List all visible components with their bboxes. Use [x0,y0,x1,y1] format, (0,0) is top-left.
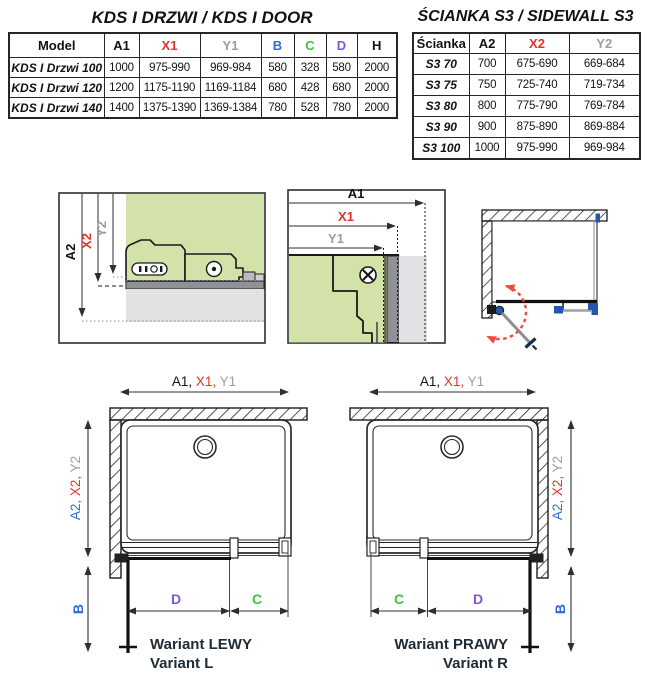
corner-bracket [588,303,598,315]
value-cell: 580 [326,58,357,78]
value-cell: 680 [326,78,357,98]
variant-caption [150,636,252,672]
column-header: X1 [139,33,200,58]
value-cell: 975-990 [505,138,569,160]
sidewall-table-body [413,54,640,160]
value-cell: 800 [469,96,505,117]
column-header: Model [9,33,104,58]
sidewall-section-drawing [36,184,276,348]
value-cell: 869-884 [569,117,640,138]
side-dim-label: A2, X2, Y2 [550,455,565,521]
value-cell: 975-990 [139,58,200,78]
sidewall-table-title: ŚCIANKA S3 / SIDEWALL S3 [417,8,634,25]
column-header: D [326,33,357,58]
shower-tray [367,420,538,553]
variant-caption [394,636,508,672]
door-table-section [8,8,396,119]
mid-bracket [420,538,428,558]
column-header: X2 [505,33,569,54]
value-cell: 1000 [469,138,505,160]
model-cell: KDS I Drzwi 140 [9,98,104,119]
column-header: Ścianka [413,33,469,54]
d-label: D [472,591,484,607]
value-cell: 769-784 [569,96,640,117]
table-row [413,117,640,138]
model-cell: KDS I Drzwi 100 [9,58,104,78]
column-header: A2 [469,33,505,54]
caption-line1: Wariant PRAWY [394,636,508,653]
column-header: Y1 [200,33,261,58]
c-label: C [393,591,405,607]
model-cell: S3 100 [413,138,469,160]
variant-left-drawing [60,374,310,676]
value-cell: 580 [261,58,294,78]
column-header: H [357,33,397,58]
mid-bracket [230,538,238,558]
side-dim-label: A2, X2, Y2 [68,455,83,521]
value-cell: 428 [294,78,326,98]
column-header: Y2 [569,33,640,54]
enclosure [492,214,600,316]
door-table-head [9,33,397,58]
model-cell: S3 80 [413,96,469,117]
value-cell: 1200 [104,78,139,98]
value-cell: 680 [261,78,294,98]
a1-label: A1 [347,186,365,201]
table-row [9,58,397,78]
door-table-body [9,58,397,119]
door-pivot [115,554,128,562]
table-row [413,75,640,96]
column-header: B [261,33,294,58]
value-cell: 700 [469,54,505,75]
value-cell: 900 [469,117,505,138]
value-cell: 2000 [357,58,397,78]
value-cell: 328 [294,58,326,78]
table-row [413,54,640,75]
column-header: A1 [104,33,139,58]
table-row [413,96,640,117]
x1-label: X1 [338,209,354,224]
value-cell: 969-984 [569,138,640,160]
door-section-drawing [283,184,451,348]
table-row [9,98,397,119]
value-cell: 1375-1390 [139,98,200,119]
door-swing-plan [470,205,656,365]
column-header: C [294,33,326,58]
value-cell: 1369-1384 [200,98,261,119]
b-label: B [552,603,568,615]
value-cell: 780 [326,98,357,119]
value-cell: 2000 [357,98,397,119]
value-cell: 750 [469,75,505,96]
x2-label: X2 [79,233,94,249]
table-row [413,138,640,160]
variant-right-drawing [340,374,590,676]
door-table-title: KDS I DRZWI / KDS I DOOR [91,8,313,27]
caption-line2: Variant R [442,655,508,672]
value-cell: 669-684 [569,54,640,75]
value-cell: 725-740 [505,75,569,96]
header-row [9,33,397,58]
value-cell: 775-790 [505,96,569,117]
value-cell: 969-984 [200,58,261,78]
value-cell: 1175-1190 [139,78,200,98]
floor-bracket [554,306,563,314]
door-pivot [530,554,543,562]
caption-line2: Variant L [150,655,214,672]
shower-tray [121,420,291,553]
y1-label: Y1 [328,231,344,246]
value-cell: 1400 [104,98,139,119]
b-label: B [70,603,86,615]
value-cell: 780 [261,98,294,119]
sidewall-table [412,32,641,160]
caption-line1: Wariant LEWY [150,636,252,653]
open-door [521,560,539,653]
model-cell: S3 75 [413,75,469,96]
header-row [413,33,640,54]
value-cell: 675-690 [505,54,569,75]
c-label: C [251,591,263,607]
value-cell: 875-890 [505,117,569,138]
d-label: D [170,591,182,607]
table-row [9,78,397,98]
door-open [487,305,537,350]
model-cell: S3 90 [413,117,469,138]
model-cell: KDS I Drzwi 120 [9,78,104,98]
sidewall-table-head [413,33,640,54]
top-dim-label: A1, X1, Y1 [171,374,237,389]
value-cell: 719-734 [569,75,640,96]
value-cell: 1000 [104,58,139,78]
value-cell: 2000 [357,78,397,98]
model-cell: S3 70 [413,54,469,75]
door-table [8,32,398,119]
value-cell: 1169-1184 [200,78,261,98]
top-hinge-bracket [596,214,601,223]
y2-label: Y2 [94,221,109,237]
sidewall-table-section [412,8,639,160]
top-dim-label: A1, X1, Y1 [419,374,485,389]
value-cell: 528 [294,98,326,119]
a2-label: A2 [63,243,78,261]
